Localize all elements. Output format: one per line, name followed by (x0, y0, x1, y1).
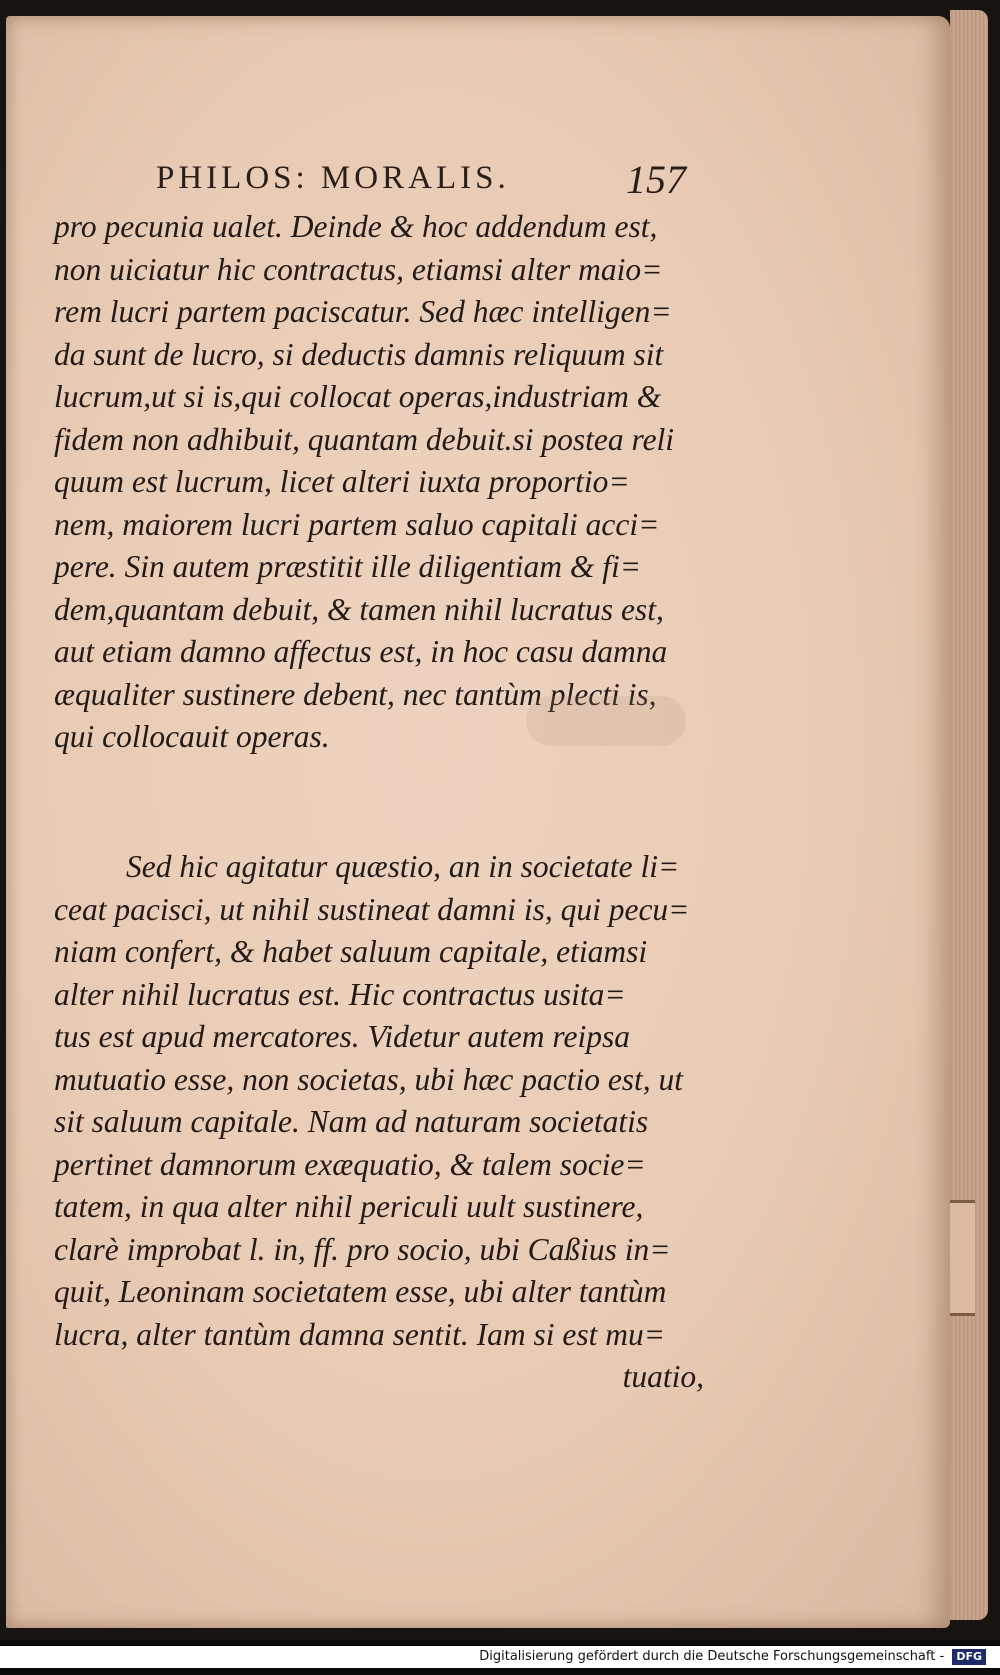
text-line: da sunt de lucro, si deductis damnis reliquum sit (54, 336, 664, 372)
text-line: nem, maiorem lucri partem saluo capitali acci= (54, 506, 660, 542)
text-line: fidem non adhibuit, quantam debuit.si postea reli (54, 421, 675, 457)
text-line: alter nihil lucratus est. Hic contractus usita= (54, 976, 626, 1012)
text-line: Sed hic agitatur quæstio, an in societate li= (126, 849, 680, 884)
text-line: pere. Sin autem præstitit ille diligentiam & fi= (54, 549, 642, 584)
text-line: tatem, in qua alter nihil periculi uult sustinere, (54, 1189, 644, 1224)
text-line: quum est lucrum, licet alteri iuxta proportio= (54, 464, 630, 499)
ink-bleed-through (526, 696, 686, 746)
text-line: quit, Leoninam societatem esse, ubi alter tantùm (54, 1274, 667, 1309)
text-line: mutuatio esse, non societas, ubi hæc pactio est, ut (54, 1061, 684, 1097)
paragraph-1 (54, 206, 714, 759)
digitization-footer (0, 1646, 1000, 1668)
footer-credit: Digitalisierung gefördert durch die Deutsche Forschungsgemeinschaft - (479, 1649, 945, 1664)
text-line: dem,quantam debuit, & tamen nihil lucratus est, (54, 591, 664, 627)
dfg-logo: DFG (952, 1649, 986, 1665)
book-fore-edge (950, 10, 988, 1620)
text-line: clarè improbat l. in, ff. pro socio, ubi Caßius in= (54, 1231, 671, 1267)
text-line: niam confert, & habet saluum capitale, etiamsi (54, 934, 648, 969)
page-number: 157 (626, 157, 686, 202)
paragraph-2 (54, 846, 714, 1399)
text-line: pro pecunia ualet. Deinde & hoc addendum est, (54, 209, 658, 244)
text-line: lucrum,ut si is,qui collocat operas,industriam & (54, 379, 662, 414)
text-line: sit saluum capitale. Nam ad naturam societatis (54, 1104, 649, 1139)
text-line: lucra, alter tantùm damna sentit. Iam si est mu= (54, 1316, 665, 1352)
text-line: qui collocauit operas. (54, 719, 330, 754)
text-line: rem lucri partem paciscatur. Sed hæc intelligen= (54, 294, 672, 329)
text-line: pertinet damnorum exæquatio, & talem socie= (54, 1146, 646, 1182)
text-line: aut etiam damno affectus est, in hoc casu damna (54, 634, 668, 669)
text-line: æqualiter sustinere debent, nec tantùm plecti is, (54, 676, 657, 712)
text-line: ceat pacisci, ut nihil sustineat damni is, qui pecu= (54, 891, 690, 927)
page-header (6, 156, 950, 206)
footer-credit-wrap (479, 1646, 986, 1668)
text-line: tus est apud mercatores. Videtur autem reipsa (54, 1019, 630, 1054)
catchword: tuatio, (622, 1359, 704, 1394)
running-head: PHILOS: MORALIS. (156, 160, 510, 196)
text-line: non uiciatur hic contractus, etiamsi alter maio= (54, 251, 663, 287)
book-page (6, 16, 950, 1628)
